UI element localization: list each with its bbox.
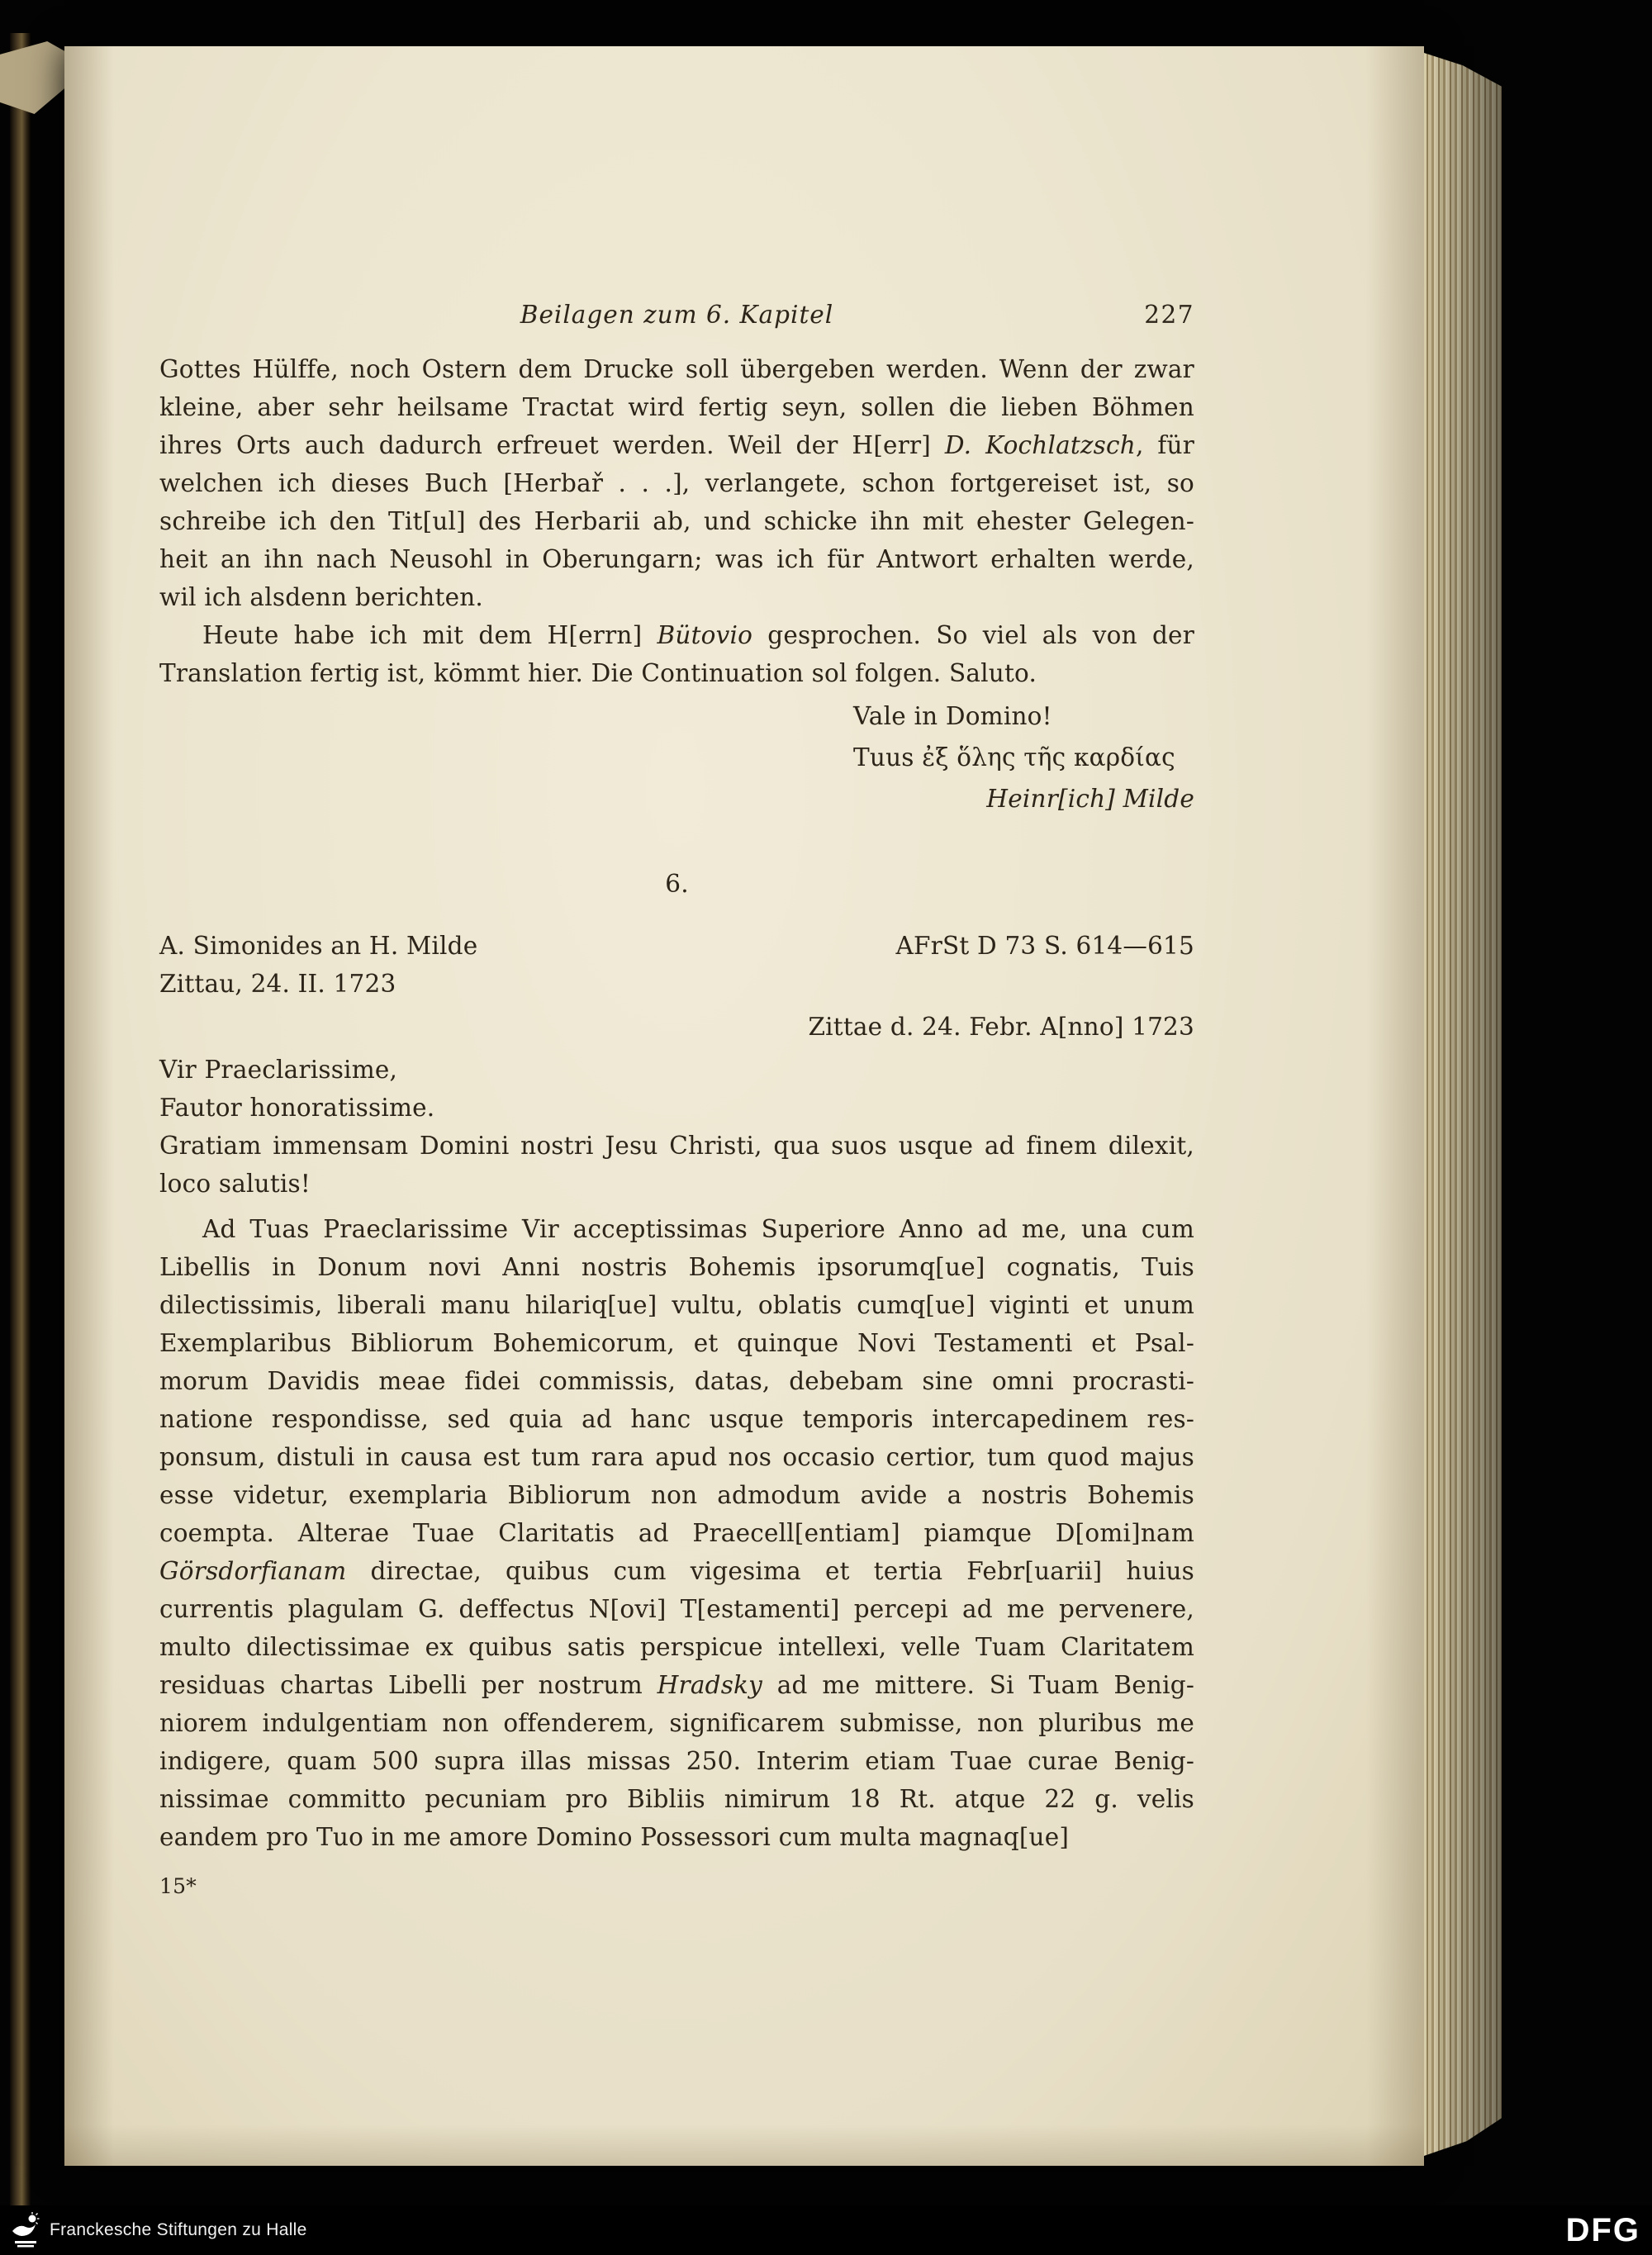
page-number: 227 <box>1144 301 1194 329</box>
paragraph <box>159 1127 1194 1203</box>
page-text-column <box>159 296 1194 1906</box>
text-line: Exemplaribus Bibliorum Bohemicorum, et quinque Novi Testamenti et Psal- <box>159 1329 1194 1357</box>
text-line: indigere, quam 500 supra illas missas 250. Interim etiam Tuae curae Benig- <box>159 1747 1194 1775</box>
running-title: Beilagen zum 6. Kapitel <box>520 301 834 329</box>
text-line: residuas chartas Libelli per nostrum Hradsky ad me mittere. Si Tuam Benig- <box>159 1671 1194 1699</box>
dateline: Zittae d. 24. Febr. A[nno] 1723 <box>808 1013 1194 1041</box>
text-line: nissimae committo pecuniam pro Bibliis nimirum 18 Rt. atque 22 g. velis <box>159 1785 1194 1813</box>
book-binding-edge <box>10 33 31 2214</box>
grace-paragraph <box>159 1127 1194 1203</box>
meta-row <box>159 965 1194 1003</box>
text-line: Görsdorfianam directae, quibus cum vigesima et tertia Febr[uarii] huius <box>159 1557 1194 1585</box>
text-line: Gratiam immensam Domini nostri Jesu Christi, qua suos usque ad finem dilexit, <box>159 1132 1194 1160</box>
text-line: schreibe ich den Tit[ul] des Herbarii ab, und schicke ihn mit ehester Gelegen- <box>159 507 1194 535</box>
meta-row <box>159 927 1194 965</box>
valediction: Vale in Domino! <box>853 702 1052 730</box>
salutation-line: Vir Praeclarissime, <box>159 1056 398 1084</box>
letter-5-closing <box>853 695 1194 819</box>
text-line: kleine, aber sehr heilsame Tractat wird fertig seyn, sollen die lieben Böhmen <box>159 393 1194 421</box>
book-page <box>64 46 1424 2166</box>
letter-6-meta <box>159 927 1194 1003</box>
text-line: loco salutis! <box>159 1170 311 1198</box>
paragraph <box>159 616 1194 692</box>
section-heading: 6. <box>665 870 689 898</box>
text-line: Gottes Hülffe, noch Ostern dem Drucke soll übergeben werden. Wenn der zwar <box>159 355 1194 383</box>
text-line: morum Davidis meae fidei commissis, datas, debebam sine omni procrasti- <box>159 1367 1194 1395</box>
text-line: ihres Orts auch dadurch erfreuet werden. Weil der H[err] D. Kochlatzsch, für <box>159 431 1195 459</box>
text-line: multo dilectissimae ex quibus satis perspicue intellexi, velle Tuam Claritatem <box>159 1633 1194 1661</box>
text-line: currentis plagulam G. deffectus N[ovi] T[estamenti] percepi ad me pervenere, <box>159 1595 1194 1623</box>
text-line: Ad Tuas Praeclarissime Vir acceptissimas Superiore Anno ad me, una cum <box>202 1215 1194 1243</box>
signature: Heinr[ich] Milde <box>986 785 1194 813</box>
salutation <box>159 1051 1194 1127</box>
franckesche-stiftungen-logo <box>12 2211 40 2249</box>
viewer-footer-bar <box>0 2205 1652 2255</box>
institution-footer <box>12 2211 307 2249</box>
letter-6-body <box>159 1210 1194 1856</box>
text-line: Heute habe ich mit dem H[errn] Bütovio gesprochen. So viel als von der <box>202 621 1194 649</box>
institution-name: Franckesche Stiftungen zu Halle <box>50 2220 307 2239</box>
paragraph <box>159 350 1194 616</box>
archive-reference: AFrSt D 73 S. 614—615 <box>895 932 1194 960</box>
text-line: welchen ich dieses Buch [Herbař . . .], verlangete, schon fortgereiset ist, so <box>159 469 1194 497</box>
text-line: natione respondisse, sed quia ad hanc usque temporis intercapedinem res- <box>159 1405 1194 1433</box>
stacked-page-edges <box>1424 53 1502 2156</box>
text-line: heit an ihn nach Neusohl in Oberungarn; was ich für Antwort erhalten werde, <box>159 545 1194 573</box>
text-line: ponsum, distuli in causa est tum rara apud nos occasio certior, tum quod majus <box>159 1443 1194 1471</box>
dfg-logo: DFG <box>1565 2211 1640 2248</box>
place-date: Zittau, 24. II. 1723 <box>159 970 396 998</box>
paragraph <box>159 1210 1194 1856</box>
text-line: niorem indulgentiam non offenderem, significarem submisse, non pluribus me <box>159 1709 1194 1737</box>
text-line: Translation fertig ist, kömmt hier. Die Continuation sol folgen. Saluto. <box>159 659 1037 687</box>
text-line: Libellis in Donum novi Anni nostris Bohemis ipsorumq[ue] cognatis, Tuis <box>159 1253 1194 1281</box>
text-line: wil ich alsdenn berichten. <box>159 583 483 611</box>
text-line: dilectissimis, liberali manu hilariq[ue] vultu, oblatis cumq[ue] viginti et unum <box>159 1291 1194 1319</box>
text-line: eandem pro Tuo in me amore Domino Possessori cum multa magnaq[ue] <box>159 1823 1070 1851</box>
correspondents: A. Simonides an H. Milde <box>159 932 478 960</box>
signature-mark: 15* <box>159 1874 197 1898</box>
text-line: coempta. Alterae Tuae Claritatis ad Praecell[entiam] piamque D[omi]nam <box>159 1519 1194 1547</box>
greek-signoff: Tuus ἐξ ὅλης τῆς καρδίας <box>853 743 1175 771</box>
text-line: esse videtur, exemplaria Bibliorum non admodum avide a nostris Bohemis <box>159 1481 1194 1509</box>
page-header <box>159 296 1194 334</box>
salutation-line: Fautor honoratissime. <box>159 1094 435 1122</box>
letter-5-text <box>159 350 1194 692</box>
